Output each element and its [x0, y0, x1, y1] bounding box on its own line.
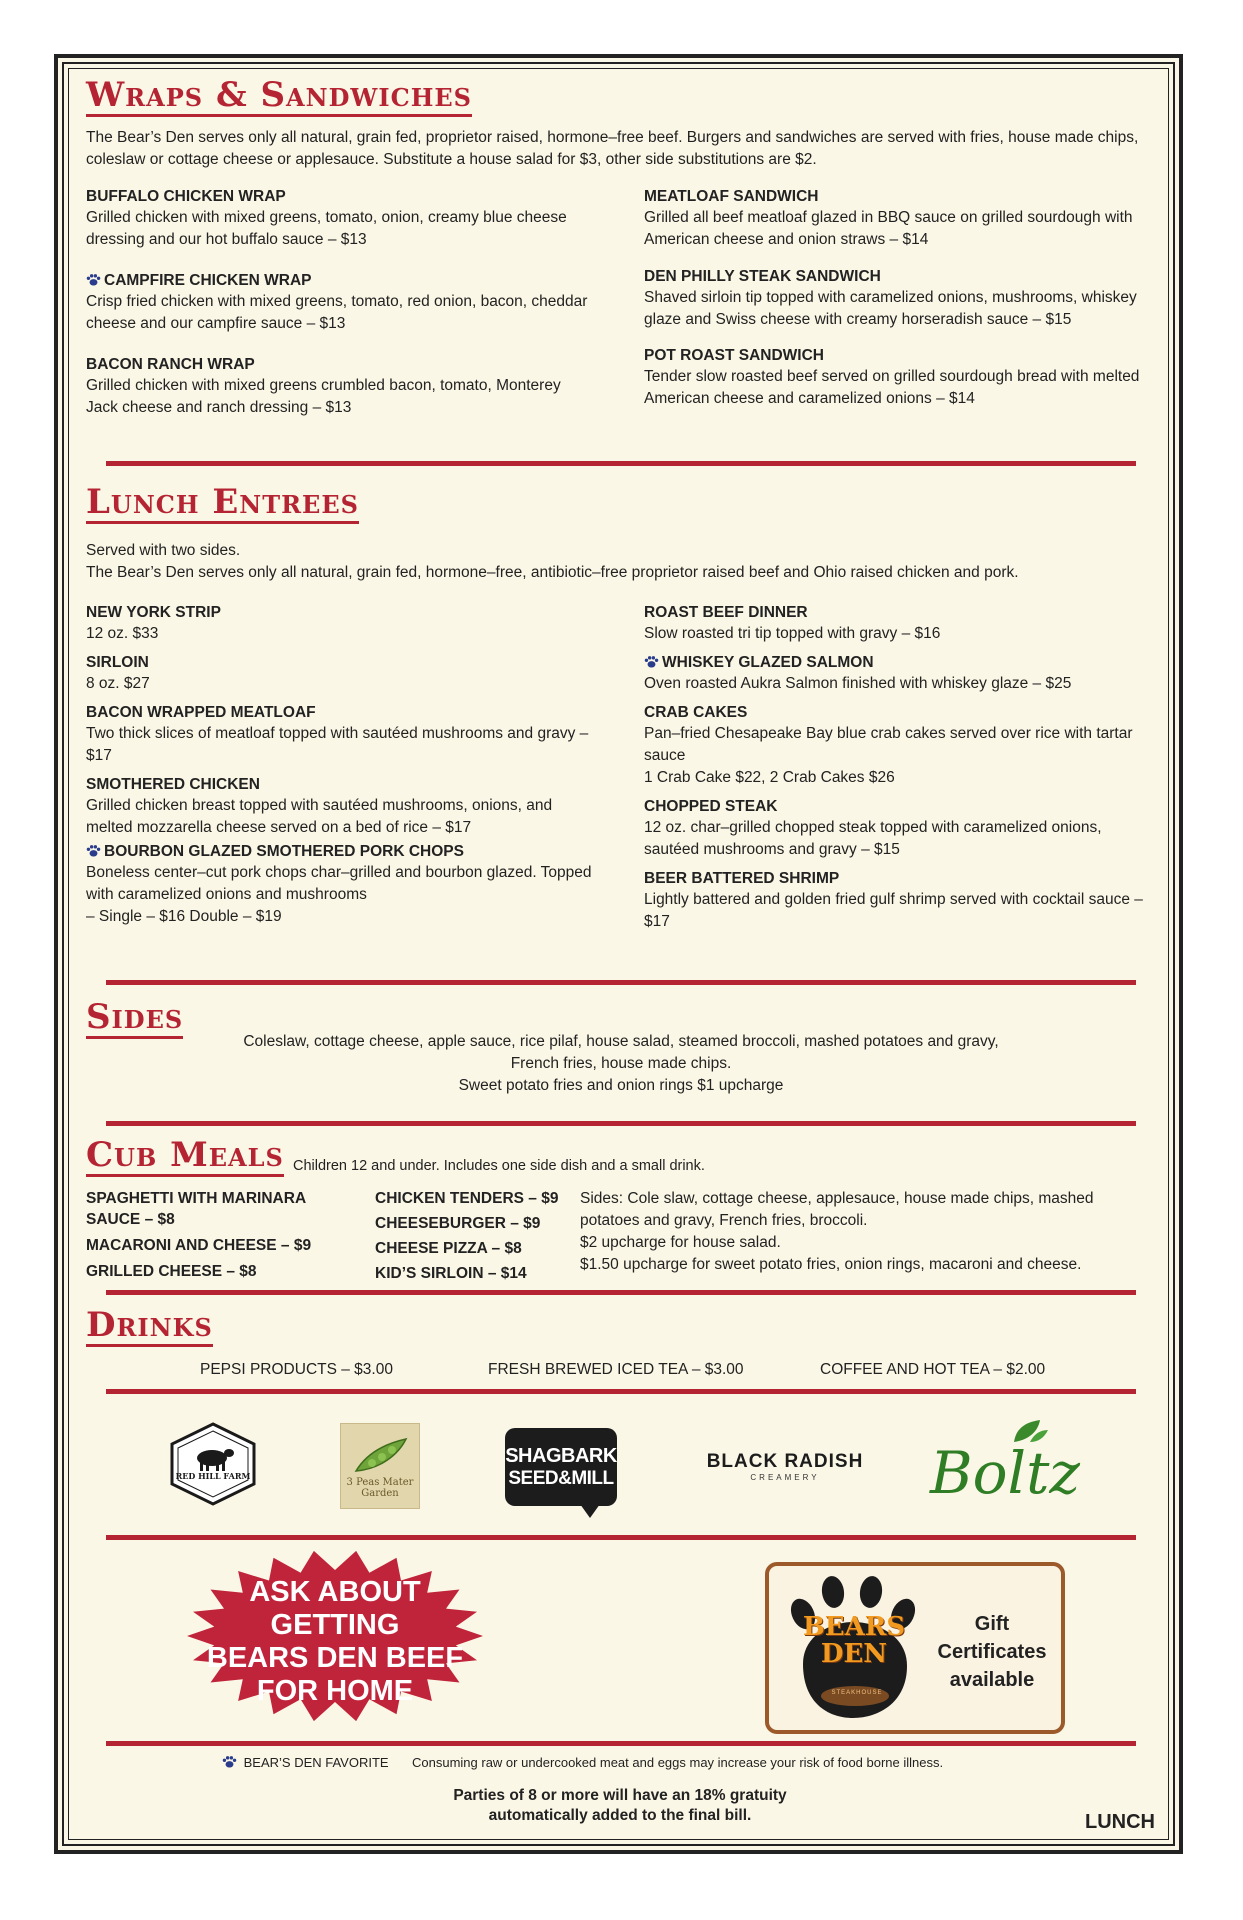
gift-certificates-text [929, 1610, 1055, 1694]
cub-sides-text: $1.50 upcharge for sweet potato fries, onion rings, macaroni and cheese. [580, 1256, 1082, 1273]
red-hill-farm-text: RED HILL FARM [175, 1471, 251, 1481]
gift-line: Certificates [937, 1641, 1047, 1663]
item-name: BUFFALO CHICKEN WRAP [86, 188, 286, 205]
drink-item: COFFEE AND HOT TEA – $2.00 [820, 1361, 1046, 1378]
black-radish-logo [700, 1446, 870, 1488]
paw-icon [86, 273, 101, 286]
item-name: WHISKEY GLAZED SALMON [662, 654, 874, 671]
gratuity-notice [380, 1786, 860, 1826]
item-desc: Oven roasted Aukra Salmon finished with whiskey glaze – $25 [644, 675, 1072, 692]
gift-line: Gift [974, 1613, 1010, 1635]
gift-line: available [949, 1669, 1035, 1691]
item-name: SMOTHERED CHICKEN [86, 776, 260, 793]
cub-item: CHEESEBURGER – $9 [375, 1215, 541, 1232]
cub-column-2 [375, 1188, 575, 1284]
menu-item [86, 774, 596, 839]
three-peas-logo [340, 1423, 420, 1509]
item-price: – Single – $16 Double – $19 [86, 908, 282, 925]
item-name: CHOPPED STEAK [644, 798, 778, 815]
beef-promo-text [205, 1576, 465, 1708]
item-name: MEATLOAF SANDWICH [644, 188, 819, 205]
item-desc: Pan–fried Chesapeake Bay blue crab cakes served over rice with tartar sauce [644, 725, 1133, 764]
wraps-left-column [86, 186, 596, 419]
wraps-title: Wraps & Sandwiches [86, 75, 473, 115]
section-divider [106, 1535, 1136, 1540]
item-desc: Two thick slices of meatloaf topped with sautéed mushrooms and gravy – $17 [86, 725, 589, 764]
black-radish-subtext: CREAMERY [750, 1473, 820, 1482]
logo-line: BEARS [802, 1612, 906, 1642]
drink-item: FRESH BREWED ICED TEA – $3.00 [488, 1361, 744, 1378]
sides-line: French fries, house made chips. [510, 1055, 732, 1072]
menu-type-label: LUNCH [1085, 1811, 1155, 1833]
menu-item [644, 868, 1154, 933]
section-divider [106, 461, 1136, 466]
lunch-right-column [644, 602, 1154, 933]
item-desc: 8 oz. $27 [86, 675, 150, 692]
paw-icon [222, 1755, 237, 1768]
section-divider [106, 980, 1136, 985]
item-desc: Boneless center–cut pork chops char–grilled and bourbon glazed. Topped with caramelized onions and mushrooms [86, 864, 592, 903]
promo-line: FOR HOME [256, 1675, 414, 1707]
cub-item: MACARONI AND CHEESE – $9 [86, 1237, 312, 1254]
section-divider [106, 1741, 1136, 1746]
lunch-intro-1: Served with two sides. [86, 542, 241, 559]
black-radish-text: BLACK RADISH [706, 1451, 864, 1472]
item-name: CAMPFIRE CHICKEN WRAP [104, 272, 312, 289]
item-name: BEER BATTERED SHRIMP [644, 870, 840, 887]
promo-line: BEARS DEN BEEF [206, 1642, 464, 1674]
item-desc: Grilled chicken with mixed greens, tomato, onion, creamy blue cheese dressing and our hot buffalo sauce – $13 [86, 209, 567, 248]
lunch-title: Lunch Entrees [86, 482, 359, 522]
cub-sides-text: $2 upcharge for house salad. [580, 1234, 781, 1251]
sides-line: Sweet potato fries and onion rings $1 upcharge [458, 1077, 784, 1094]
shagbark-tail-icon [580, 1504, 600, 1518]
cub-item: CHICKEN TENDERS – $9 [375, 1190, 559, 1207]
sides-line: Coleslaw, cottage cheese, apple sauce, rice pilaf, house salad, steamed broccoli, mashed potatoes and gravy, [243, 1033, 999, 1050]
cub-title: Cub Meals [86, 1135, 284, 1175]
cub-column-1 [86, 1188, 326, 1282]
item-name: NEW YORK STRIP [86, 604, 221, 621]
wraps-right-column [644, 186, 1149, 410]
gratuity-line: Parties of 8 or more will have an 18% gratuity [453, 1787, 787, 1804]
item-desc: Lightly battered and golden fried gulf shrimp served with cocktail sauce – $17 [644, 891, 1143, 930]
menu-item [86, 354, 596, 419]
menu-item [644, 186, 1149, 251]
red-hill-farm-badge-icon [168, 1422, 258, 1506]
menu-item [86, 702, 596, 767]
promo-line: GETTING [270, 1609, 400, 1641]
shagbark-logo [505, 1428, 617, 1506]
food-safety-warning: Consuming raw or undercooked meat and eggs may increase your risk of food borne illness. [412, 1755, 944, 1770]
favorite-legend-text: BEAR’S DEN FAVORITE [243, 1755, 389, 1770]
wraps-intro: The Bear’s Den serves only all natural, grain fed, proprietor raised, hormone–free beef. Burgers and sandwiches are served with fries, house made chips, coleslaw or cottage cheese or applesauce. Substitute a house salad for $3, other side substitutions are $2. [86, 129, 1139, 168]
steakhouse-text: STEAKHOUSE [831, 1690, 883, 1696]
bears-den-logo-text [783, 1614, 925, 1668]
red-hill-farm-logo [168, 1422, 258, 1506]
gift-certificates-box [765, 1562, 1065, 1734]
menu-item [644, 345, 1149, 410]
section-divider [106, 1290, 1136, 1295]
sides-list [86, 1031, 1156, 1097]
drink-item: PEPSI PRODUCTS – $3.00 [200, 1361, 393, 1378]
cub-item: CHEESE PIZZA – $8 [375, 1240, 522, 1257]
lunch-left-column [86, 602, 596, 928]
cub-sides-text: Sides: Cole slaw, cottage cheese, applesauce, house made chips, mashed potatoes and gravy, French fries, broccoli. [580, 1190, 1094, 1229]
boltz-logo [930, 1418, 1080, 1514]
menu-item [644, 652, 1154, 695]
item-name: DEN PHILLY STEAK SANDWICH [644, 268, 881, 285]
cub-item: KID’S SIRLOIN – $14 [375, 1265, 527, 1282]
gratuity-line: automatically added to the final bill. [488, 1807, 752, 1824]
shagbark-subtext: SEED&MILL [508, 1468, 614, 1489]
menu-item [86, 270, 596, 335]
paw-icon [86, 844, 101, 857]
item-name: SIRLOIN [86, 654, 149, 671]
item-desc: Grilled chicken breast topped with sautéed mushrooms, onions, and melted mozzarella cheese served on a bed of rice – $17 [86, 797, 553, 836]
menu-item [86, 841, 596, 928]
sides-title: Sides [86, 997, 184, 1037]
paw-icon [644, 655, 659, 668]
shagbark-text: SHAGBARK [505, 1445, 617, 1467]
menu-item [86, 652, 596, 695]
item-name: ROAST BEEF DINNER [644, 604, 808, 621]
cub-sides [580, 1188, 1145, 1276]
item-desc: Slow roasted tri tip topped with gravy – $16 [644, 625, 941, 642]
pea-pod-icon [350, 1433, 410, 1477]
item-name: BACON WRAPPED MEATLOAF [86, 704, 316, 721]
menu-item [644, 266, 1149, 331]
menu-item [86, 602, 596, 645]
lunch-intro-2: The Bear’s Den serves only all natural, grain fed, hormone–free, antibiotic–free proprietor raised beef and Ohio raised chicken and pork. [86, 564, 1019, 581]
menu-item [644, 702, 1154, 789]
section-divider [106, 1121, 1136, 1126]
three-peas-text: 3 Peas Mater Garden [346, 1477, 414, 1499]
menu-item [644, 602, 1154, 645]
section-divider [106, 1389, 1136, 1394]
boltz-text: Boltz [930, 1439, 1080, 1507]
item-desc: 12 oz. $33 [86, 625, 159, 642]
logo-line: DEN [820, 1639, 888, 1669]
item-desc: Grilled all beef meatloaf glazed in BBQ sauce on grilled sourdough with American cheese and onion straws – $14 [644, 209, 1133, 248]
item-desc: 12 oz. char–grilled chopped steak topped with caramelized onions, sautéed mushrooms and gravy – $15 [644, 819, 1102, 858]
item-desc: Shaved sirloin tip topped with caramelized onions, mushrooms, whiskey glaze and Swiss cheese with creamy horseradish sauce – $15 [644, 289, 1137, 328]
item-name: CRAB CAKES [644, 704, 748, 721]
favorite-legend [222, 1754, 389, 1772]
item-price: 1 Crab Cake $22, 2 Crab Cakes $26 [644, 769, 895, 786]
menu-item [86, 186, 596, 251]
item-name: BOURBON GLAZED SMOTHERED PORK CHOPS [104, 843, 464, 860]
cub-item: SPAGHETTI WITH MARINARA SAUCE – $8 [86, 1190, 306, 1228]
item-name: POT ROAST SANDWICH [644, 347, 824, 364]
item-desc: Crisp fried chicken with mixed greens, tomato, red onion, bacon, cheddar cheese and our campfire sauce – $13 [86, 293, 588, 332]
cub-note: Children 12 and under. Includes one side dish and a small drink. [293, 1158, 705, 1174]
drinks-title: Drinks [86, 1305, 213, 1345]
promo-line: ASK ABOUT [249, 1576, 421, 1608]
menu-item [644, 796, 1154, 861]
item-name: BACON RANCH WRAP [86, 356, 255, 373]
item-desc: Grilled chicken with mixed greens crumbled bacon, tomato, Monterey Jack cheese and ranch dressing – $13 [86, 377, 561, 416]
cub-item: GRILLED CHEESE – $8 [86, 1263, 257, 1280]
item-desc: Tender slow roasted beef served on grilled sourdough bread with melted American cheese and caramelized onions – $14 [644, 368, 1140, 407]
